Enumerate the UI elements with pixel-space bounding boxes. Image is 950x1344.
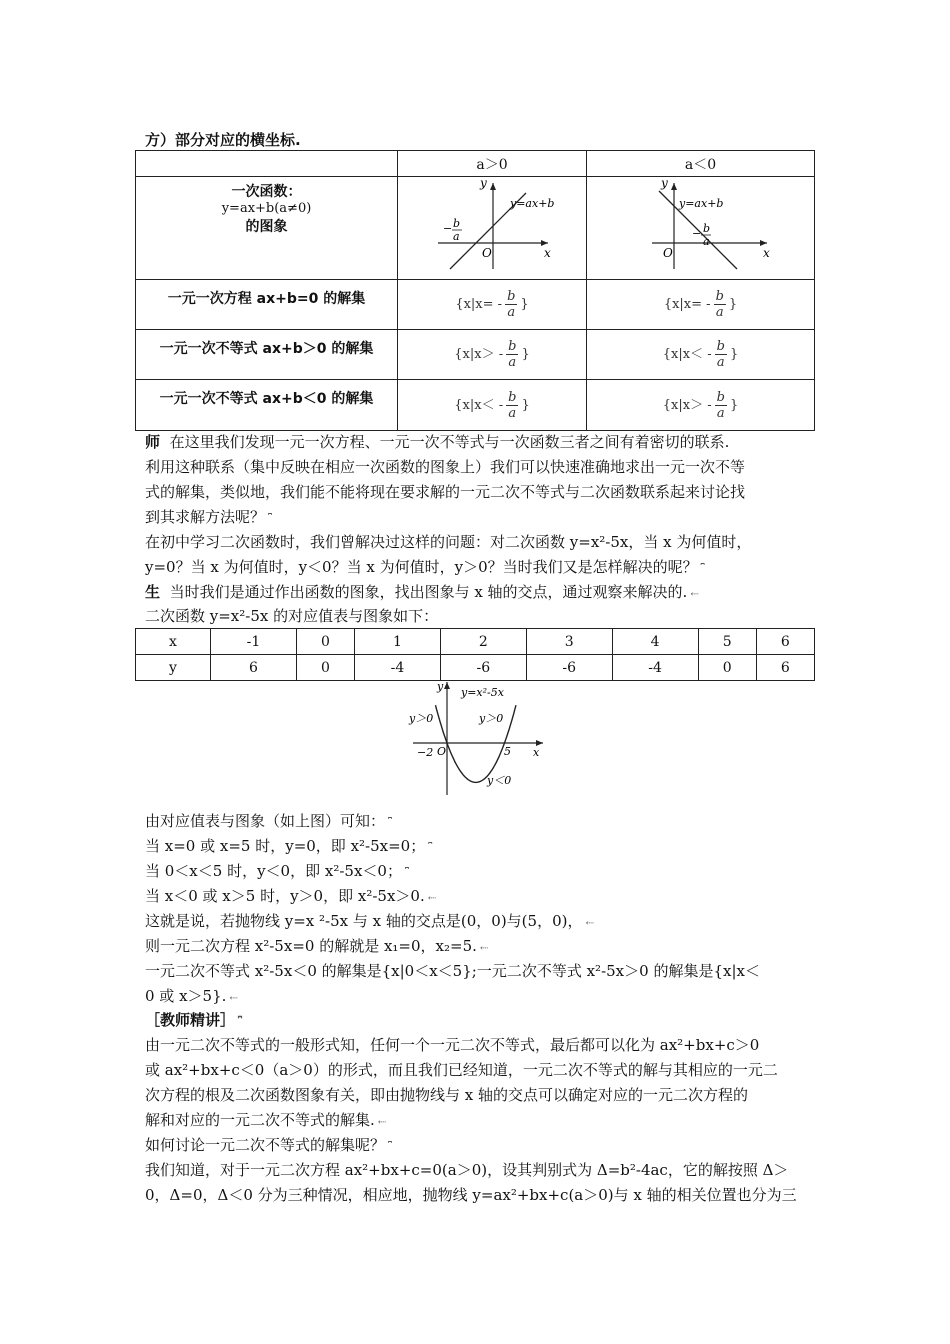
- para-line-4: 到其求解方法呢？ ⎴: [145, 508, 273, 526]
- value-table-y-cell: -4: [612, 655, 698, 681]
- value-table-x-cell: 2: [440, 629, 526, 655]
- row-label-inequality-lt: 一元一次不等式 ax+b＜0 的解集: [136, 380, 398, 431]
- body-line-16: 0，Δ=0，Δ＜0 分为三种情况，相应地，抛物线 y=ax²+bx+c(a＞0)与 x 轴的相关位置也分为三: [145, 1186, 797, 1204]
- increasing-line-graph: [398, 177, 586, 275]
- value-table-y-cell: 0: [698, 655, 756, 681]
- body-line-10: 由一元二次不等式的一般形式知，任何一个一元二次不等式，最后都可以化为 ax²+bx+c＞0: [145, 1036, 760, 1054]
- svg-text:y=ax+b: y=ax+b: [510, 197, 555, 210]
- body-line-14: 如何讨论一元二次不等式的解集呢？ ⎴: [145, 1136, 393, 1154]
- svg-text:y＞0: y＞0: [479, 712, 504, 725]
- svg-text:b: b: [703, 222, 711, 235]
- body-line-4: 当 x＜0 或 x＞5 时，y＞0，即 x²-5x＞0. ⇠: [145, 887, 437, 905]
- value-table-y-cell: -6: [440, 655, 526, 681]
- para-line-8: 二次函数 y=x²-5x 的对应值表与图象如下：: [145, 607, 439, 625]
- body-line-6: 则一元二次方程 x²-5x=0 的解就是 x₁=0，x₂=5. ⇠: [145, 937, 489, 955]
- svg-text:−: −: [443, 222, 453, 235]
- para-line-6: y=0？当 x 为何值时，y＜0？当 x 为何值时，y＞0？当时我们又是怎样解决的呢？ ⎴: [145, 558, 705, 576]
- body-line-7: 一元二次不等式 x²-5x＜0 的解集是{x|0＜x＜5};一元二次不等式 x²-5x＞0 的解集是{x|x＜: [145, 962, 760, 980]
- header-a-negative: a＜0: [587, 151, 815, 177]
- value-table-x-cell: 3: [526, 629, 612, 655]
- para-line-5: 在初中学习二次函数时，我们曾解决过这样的问题：对二次函数 y=x²-5x，当 x 为何值时，: [145, 533, 752, 551]
- svg-text:O: O: [482, 246, 492, 260]
- svg-text:y＞0: y＞0: [409, 712, 434, 725]
- value-table-y-row: [136, 655, 815, 681]
- svg-text:y＜0: y＜0: [487, 774, 512, 787]
- row-label-graph: 一次函数： y=ax+b(a≠0) 的图象: [136, 177, 398, 280]
- body-line-13: 解和对应的一元二次不等式的解集. ⇠: [145, 1111, 387, 1129]
- value-table-x-row: [136, 629, 815, 655]
- body-line-3: 当 0＜x＜5 时，y＜0，即 x²-5x＜0； ⎴: [145, 862, 409, 880]
- svg-text:5: 5: [504, 745, 511, 758]
- row-label-inequality-gt: 一元一次不等式 ax+b＞0 的解集: [136, 330, 398, 380]
- value-table-x-cell: 6: [756, 629, 814, 655]
- value-table-x-cell: 5: [698, 629, 756, 655]
- svg-text:−: −: [692, 227, 702, 240]
- value-table-y-label: y: [136, 655, 211, 681]
- svg-text:y: y: [661, 177, 668, 190]
- row-label-equation: 一元一次方程 ax+b=0 的解集: [136, 280, 398, 330]
- para-line-3: 式的解集，类似地，我们能不能将现在要求解的一元二次不等式与二次函数联系起来讨论找: [145, 483, 746, 501]
- inequality-gt-solution-negative: {x|x＜ - $\frac{b}{a}$ }: [587, 330, 815, 380]
- body-line-5: 这就是说，若抛物线 y=x ²-5x 与 x 轴的交点是(0，0)与(5，0)， ⇠: [145, 912, 594, 930]
- inequality-lt-solution-positive: {x|x＜ - $\frac{b}{a}$ }: [398, 380, 587, 431]
- value-table-y-cell: -6: [526, 655, 612, 681]
- graph-cell-negative: [587, 177, 815, 280]
- svg-text:y=ax+b: y=ax+b: [679, 197, 724, 210]
- value-table-x-cell: 0: [296, 629, 354, 655]
- svg-text:y: y: [437, 680, 444, 693]
- decreasing-line-graph: [587, 177, 814, 275]
- svg-text:O: O: [437, 745, 447, 758]
- value-table-x-cell: 4: [612, 629, 698, 655]
- graph-cell-positive: [398, 177, 587, 280]
- value-table: [135, 628, 815, 681]
- inequality-gt-solution-positive: {x|x＞ - $\frac{b}{a}$ }: [398, 330, 587, 380]
- svg-text:a: a: [703, 235, 710, 248]
- body-line-11: 或 ax²+bx+c＜0（a＞0）的形式，而且我们已经知道，一元二次不等式的解与其相应的一元二: [145, 1061, 778, 1079]
- svg-text:x: x: [533, 746, 540, 759]
- student-line: 生 当时我们是通过作出函数的图象，找出图象与 x 轴的交点，通过观察来解决的. ⇠: [145, 583, 699, 601]
- svg-text:y=x²-5x: y=x²-5x: [461, 686, 504, 699]
- value-table-x-cell: -1: [211, 629, 297, 655]
- body-line-12: 次方程的根及二次函数图象有关，即由抛物线与 x 轴的交点可以确定对应的一元二次方程的: [145, 1086, 748, 1104]
- intro-line: 方）部分对应的横坐标.: [145, 131, 301, 149]
- teacher-line-1: 师 在这里我们发现一元一次方程、一元一次不等式与一次函数三者之间有着密切的联系.: [145, 433, 730, 451]
- body-line-1: 由对应值表与图象（如上图）可知： ⎴: [145, 812, 393, 830]
- svg-text:a: a: [453, 230, 460, 243]
- svg-text:−2: −2: [417, 746, 434, 759]
- svg-text:b: b: [453, 217, 461, 230]
- value-table-x-cell: 1: [355, 629, 441, 655]
- parabola-graph: [405, 680, 555, 800]
- section-heading-teacher: ［教师精讲］ ⎴: [145, 1011, 243, 1029]
- para-line-2: 利用这种联系（集中反映在相应一次函数的图象上）我们可以快速准确地求出一元一次不等: [145, 458, 746, 476]
- value-table-y-cell: 6: [211, 655, 297, 681]
- value-table-y-cell: -4: [355, 655, 441, 681]
- inequality-lt-solution-negative: {x|x＞ - $\frac{b}{a}$ }: [587, 380, 815, 431]
- header-a-positive: a＞0: [398, 151, 587, 177]
- value-table-x-label: x: [136, 629, 211, 655]
- value-table-y-cell: 0: [296, 655, 354, 681]
- body-line-15: 我们知道，对于一元二次方程 ax²+bx+c=0(a＞0)，设其判别式为 Δ=b²-4ac，它的解按照 Δ＞: [145, 1161, 789, 1179]
- svg-text:x: x: [763, 246, 770, 260]
- body-line-8: 0 或 x＞5}. ⇠: [145, 987, 238, 1005]
- value-table-y-cell: 6: [756, 655, 814, 681]
- svg-text:x: x: [544, 246, 551, 260]
- svg-text:O: O: [663, 246, 673, 260]
- svg-text:y: y: [480, 177, 487, 190]
- equation-solution-negative: {x|x= - $\frac{b}{a}$ }: [587, 280, 815, 330]
- body-line-2: 当 x=0 或 x=5 时，y=0，即 x²-5x=0； ⎴: [145, 837, 433, 855]
- linear-function-table: [135, 150, 815, 431]
- equation-solution-positive: {x|x= - $\frac{b}{a}$ }: [398, 280, 587, 330]
